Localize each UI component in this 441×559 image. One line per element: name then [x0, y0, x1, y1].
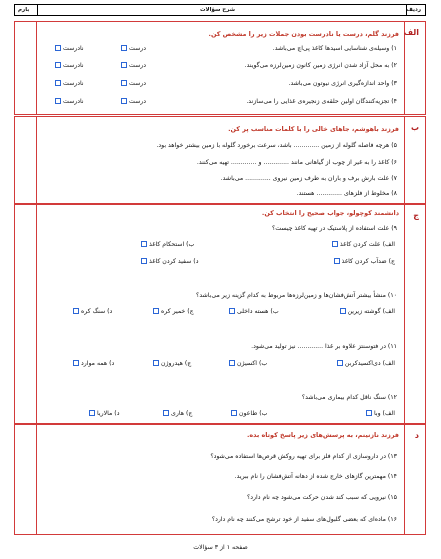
option-label: د) مالاریا	[97, 410, 120, 417]
q11-option-d[interactable]	[71, 360, 114, 367]
q12-option-c[interactable]	[161, 410, 192, 417]
section-divider	[404, 205, 405, 423]
false-label: نادرست	[63, 45, 84, 52]
q12-option-b[interactable]	[229, 410, 267, 417]
section-divider	[36, 117, 37, 203]
false-option[interactable]	[53, 80, 84, 87]
checkbox[interactable]	[55, 62, 61, 68]
q9-option-b[interactable]	[139, 241, 194, 248]
section-divider	[404, 425, 405, 534]
true-label: درست	[129, 80, 147, 87]
section-divider	[36, 425, 37, 534]
q11-option-c[interactable]	[151, 360, 191, 367]
false-option[interactable]	[53, 98, 84, 105]
option-label: ج) هیدروژن	[161, 360, 192, 367]
section-letter: الف	[403, 28, 419, 37]
q10-option-d[interactable]	[71, 308, 112, 315]
question-8: ۸) مخلوط از فلزهای ............. هستند.	[296, 190, 397, 197]
question-14: ۱۴) مهمترین گازهای خارج شده از دهانه آتش‌فشان را نام ببرید.	[234, 473, 397, 480]
section-letter: ج	[413, 211, 419, 220]
question-7: ۷) علت بارش برف و باران به طرف زمین نیروی ............. می‌باشد.	[220, 175, 397, 182]
question-16: ۱۶) ماده‌ای که بعضی گلبول‌های سفید از خود ترشح می‌کنند چه نام دارد؟	[211, 516, 397, 523]
question-15: ۱۵) نیرویی که سبب کند شدن حرکت می‌شود چه نام دارد؟	[247, 494, 397, 501]
q11-option-a[interactable]	[335, 360, 395, 367]
checkbox[interactable]	[121, 62, 127, 68]
option-label: ب) اکسیژن	[237, 360, 268, 367]
true-label: درست	[129, 45, 147, 52]
q11-option-b[interactable]	[227, 360, 267, 367]
section-divider	[36, 205, 37, 423]
true-option[interactable]	[119, 98, 146, 105]
section-alef	[14, 21, 426, 115]
section-title: فرزند گلم، درست یا نادرست بودن جملات زیر را مشخص کن.	[208, 30, 399, 38]
checkbox[interactable]	[340, 308, 346, 314]
false-label: نادرست	[63, 62, 84, 69]
question-6: ۶) کاغذ را به غیر از چوب از گیاهانی مانند ............. و ............. تهیه می‌کنند.	[196, 159, 397, 166]
false-label: نادرست	[63, 98, 84, 105]
section-dal	[14, 424, 426, 535]
table-header	[14, 4, 426, 16]
checkbox[interactable]	[89, 410, 95, 416]
option-label: الف) دی‌اکسیدکربن	[344, 360, 395, 367]
checkbox[interactable]	[55, 98, 61, 104]
section-letter: ب	[410, 123, 419, 132]
option-label: ج) ضدآب کردن کاغذ	[341, 258, 395, 265]
true-label: درست	[129, 98, 147, 105]
checkbox[interactable]	[55, 80, 61, 86]
q12-option-a[interactable]	[364, 410, 395, 417]
question-5: ۵) هرچه فاصله گلوله از زمین ............. باشد، سرعت برخورد گلوله با زمین بیشتر خواهد بود.	[156, 142, 397, 149]
option-label: ب) طاعون	[239, 410, 268, 417]
true-option[interactable]	[119, 62, 146, 69]
option-label: الف) علت کردن کاغذ	[339, 241, 395, 248]
q9-option-d[interactable]	[139, 258, 198, 265]
option-label: الف) وبا	[374, 410, 395, 417]
true-label: درست	[129, 62, 147, 69]
checkbox[interactable]	[229, 308, 235, 314]
option-label: د) سفید کردن کاغذ	[149, 258, 199, 265]
checkbox[interactable]	[73, 360, 79, 366]
checkbox[interactable]	[73, 308, 79, 314]
page-footer: صفحه ۱ از ۳ سؤالات	[193, 544, 248, 551]
true-option[interactable]	[119, 80, 146, 87]
option-label: الف) گوشته زیرین	[347, 308, 395, 315]
question-1: ۱) وسیله‌ی شناسایی اسیدها کاغذ پی‌اچ می‌باشد.	[272, 45, 397, 52]
question-11: ۱۱) در فتوسنتز علاوه بر غذا ............. نیز تولید می‌شود.	[251, 343, 397, 350]
section-divider	[404, 117, 405, 203]
option-label: د) همه موارد	[81, 360, 115, 367]
checkbox[interactable]	[141, 258, 147, 264]
false-option[interactable]	[53, 62, 84, 69]
q10-option-c[interactable]	[151, 308, 194, 315]
question-9: ۹) علت استفاده از پلاستیک در تهیه کاغذ چیست؟	[271, 225, 397, 232]
option-label: د) سنگ کره	[81, 308, 113, 315]
section-be	[14, 116, 426, 204]
checkbox[interactable]	[153, 308, 159, 314]
checkbox[interactable]	[121, 80, 127, 86]
option-label: ب) استحکام کاغذ	[149, 241, 195, 248]
exam-page	[14, 4, 426, 535]
section-title: دانشمند کوچولو، جواب صحیح را انتخاب کن.	[261, 209, 399, 217]
checkbox[interactable]	[334, 258, 340, 264]
false-option[interactable]	[53, 45, 84, 52]
checkbox[interactable]	[163, 410, 169, 416]
header-divider	[37, 5, 38, 15]
q10-option-b[interactable]	[227, 308, 279, 315]
option-label: ج) هاری	[171, 410, 193, 417]
section-letter: د	[414, 431, 419, 440]
question-2: ۲) به محل آزاد شدن انرژی زمین کانون زمین‌لرزه می‌گویند.	[244, 62, 397, 69]
section-title: فرزند باهوشم، جاهای خالی را با کلمات مناسب پر کن.	[228, 125, 399, 133]
q9-option-c[interactable]	[332, 258, 395, 265]
option-label: ب) هسته داخلی	[237, 308, 279, 315]
question-4: ۴) تجزیه‌کنندگان اولین حلقه‌ی زنجیره‌ی غذایی را می‌سازند.	[246, 98, 397, 105]
header-questions-label: شرح سؤالات	[200, 7, 236, 13]
question-12: ۱۲) سنگ ناقل کدام بیماری می‌باشد؟	[301, 394, 397, 401]
option-label: ج) خمیر کره	[161, 308, 194, 315]
true-option[interactable]	[119, 45, 146, 52]
header-score-label: بارم	[18, 7, 30, 13]
section-jim	[14, 204, 426, 424]
false-label: نادرست	[63, 80, 84, 87]
checkbox[interactable]	[332, 241, 338, 247]
question-13: ۱۳) در داروسازی از کدام فلز برای تهیه روکش قرص‌ها استفاده می‌شود؟	[210, 453, 397, 460]
checkbox[interactable]	[153, 360, 159, 366]
checkbox[interactable]	[229, 360, 235, 366]
section-title: فرزند نازنینم، به پرسش‌های زیر پاسخ کوتاه بده.	[246, 431, 399, 439]
checkbox[interactable]	[231, 410, 237, 416]
q10-option-a[interactable]	[338, 308, 395, 315]
q9-option-a[interactable]	[330, 241, 395, 248]
checkbox[interactable]	[141, 241, 147, 247]
checkbox[interactable]	[337, 360, 343, 366]
question-3: ۳) واحد اندازه‌گیری انرژی نیوتون می‌باشد.	[288, 80, 397, 87]
q12-option-d[interactable]	[87, 410, 119, 417]
checkbox[interactable]	[121, 45, 127, 51]
section-divider	[36, 22, 37, 114]
checkbox[interactable]	[55, 45, 61, 51]
header-row-label: ردیف	[406, 7, 421, 13]
checkbox[interactable]	[366, 410, 372, 416]
checkbox[interactable]	[121, 98, 127, 104]
question-10: ۱۰) منشأ بیشتر آتش‌فشان‌ها و زمین‌لرزه‌ها مربوط به کدام گزینه زیر می‌باشد؟	[196, 292, 397, 299]
